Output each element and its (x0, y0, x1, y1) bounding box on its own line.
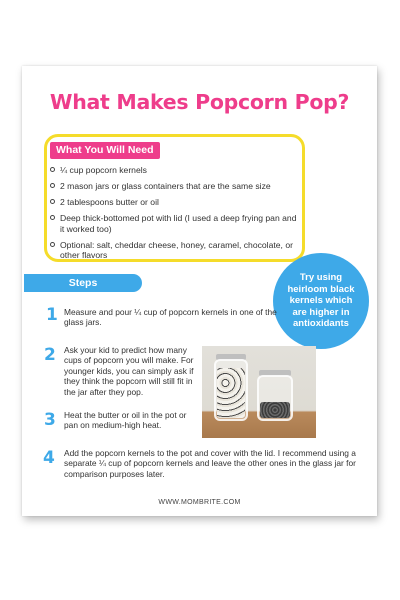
list-item: 2 tablespoons butter or oil (50, 197, 302, 208)
printable-sheet (22, 66, 377, 516)
bullet-icon (50, 242, 55, 247)
step-number-1: 1 (46, 305, 58, 325)
step-number-3: 3 (44, 410, 56, 430)
kernel-fill (260, 402, 290, 418)
step-text-1: Measure and pour ¼ cup of popcorn kernels in one of the glass jars. (64, 307, 277, 328)
step-number-2: 2 (44, 345, 56, 365)
list-item: Deep thick-bottomed pot with lid (I used a deep frying pan and it worked too) (50, 213, 302, 234)
mason-jars-photo (202, 346, 316, 438)
bullet-icon (50, 183, 55, 188)
list-item: Optional: salt, cheddar cheese, honey, caramel, chocolate, or other flavors (50, 240, 302, 261)
bullet-icon (50, 215, 55, 220)
step-text-2: Ask your kid to predict how many cups of popcorn you will make. For younger kids, you can simply ask if they think the popcorn will still fit in the jar after they pop. (64, 345, 194, 397)
supplies-heading: What You Will Need (50, 142, 160, 159)
bullet-icon (50, 199, 55, 204)
supplies-list (50, 165, 302, 266)
tip-badge (276, 256, 366, 346)
bullet-icon (50, 167, 55, 172)
page-title: What Makes Popcorn Pop? (49, 90, 350, 114)
step-text-3: Heat the butter or oil in the pot or pan on medium-high heat. (64, 410, 187, 431)
popcorn-fill (217, 368, 245, 418)
steps-heading: Steps (24, 274, 142, 292)
tip-text: Try using heirloom black kernels which are higher in antioxidants (287, 272, 355, 329)
step-number-4: 4 (43, 448, 55, 468)
list-item: 2 mason jars or glass containers that are the same size (50, 181, 302, 192)
list-item: ¼ cup popcorn kernels (50, 165, 302, 176)
step-text-4: Add the popcorn kernels to the pot and cover with the lid. I recommend using a separate ¼ cup of popcorn kernels and leave the other ones in the glass jar for comparison purposes later. (64, 448, 356, 479)
site-url: WWW.MOMBRITE.COM (158, 499, 241, 506)
